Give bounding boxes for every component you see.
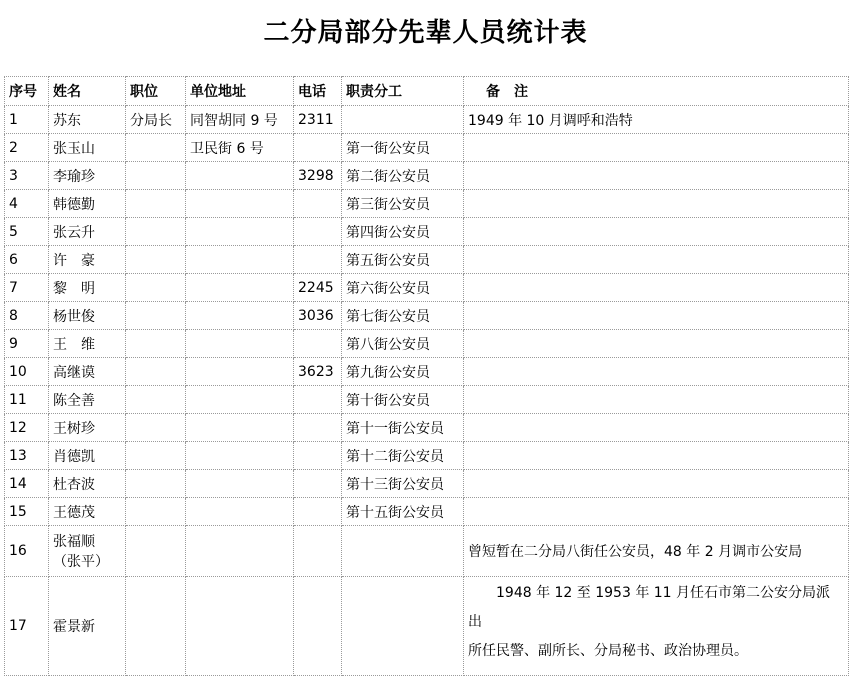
cell-name: 杜杏波	[49, 470, 126, 498]
note-line-2: 所任民警、副所长、分局秘书、政治协理员。	[468, 643, 748, 659]
table-row	[5, 386, 849, 414]
table-row	[5, 218, 849, 246]
cell-name	[49, 526, 126, 577]
cell-address	[186, 274, 294, 302]
table-body	[5, 106, 849, 676]
cell-position	[126, 302, 186, 330]
cell-note	[464, 442, 849, 470]
cell-note	[464, 134, 849, 162]
table-row	[5, 470, 849, 498]
cell-phone	[294, 386, 342, 414]
cell-address	[186, 386, 294, 414]
cell-note: 曾短暂在二分局八街任公安员，48 年 2 月调市公安局	[464, 526, 849, 577]
table-row	[5, 246, 849, 274]
cell-phone	[294, 442, 342, 470]
cell-phone: 3623	[294, 358, 342, 386]
cell-seq: 1	[5, 106, 49, 134]
cell-name: 李瑜珍	[49, 162, 126, 190]
cell-seq: 11	[5, 386, 49, 414]
cell-note	[464, 274, 849, 302]
cell-note	[464, 330, 849, 358]
cell-duty: 第九街公安员	[342, 358, 464, 386]
cell-duty	[342, 577, 464, 676]
cell-seq: 17	[5, 577, 49, 676]
cell-phone	[294, 498, 342, 526]
cell-address: 卫民街 6 号	[186, 134, 294, 162]
cell-note	[464, 470, 849, 498]
cell-note	[464, 577, 849, 676]
table-row	[5, 302, 849, 330]
cell-name: 肖德凯	[49, 442, 126, 470]
cell-seq: 12	[5, 414, 49, 442]
cell-name: 黎 明	[49, 274, 126, 302]
cell-position	[126, 274, 186, 302]
cell-note	[464, 190, 849, 218]
cell-name: 许 豪	[49, 246, 126, 274]
cell-name: 陈全善	[49, 386, 126, 414]
cell-note	[464, 358, 849, 386]
cell-note	[464, 162, 849, 190]
table-row	[5, 414, 849, 442]
cell-position	[126, 162, 186, 190]
cell-seq: 2	[5, 134, 49, 162]
cell-name: 王德茂	[49, 498, 126, 526]
cell-position	[126, 386, 186, 414]
cell-phone	[294, 526, 342, 577]
table-row	[5, 442, 849, 470]
cell-address	[186, 302, 294, 330]
cell-seq: 16	[5, 526, 49, 577]
cell-seq: 10	[5, 358, 49, 386]
cell-duty: 第十二街公安员	[342, 442, 464, 470]
cell-seq: 5	[5, 218, 49, 246]
cell-note	[464, 302, 849, 330]
cell-name: 高继谟	[49, 358, 126, 386]
cell-address: 同智胡同 9 号	[186, 106, 294, 134]
cell-position	[126, 442, 186, 470]
cell-seq: 14	[5, 470, 49, 498]
cell-position	[126, 190, 186, 218]
cell-phone: 3036	[294, 302, 342, 330]
cell-phone	[294, 190, 342, 218]
header-seq: 序号	[5, 77, 49, 106]
cell-position	[126, 218, 186, 246]
cell-phone	[294, 577, 342, 676]
cell-duty	[342, 106, 464, 134]
cell-address	[186, 162, 294, 190]
cell-position	[126, 358, 186, 386]
cell-address	[186, 246, 294, 274]
cell-duty: 第二街公安员	[342, 162, 464, 190]
cell-duty: 第一街公安员	[342, 134, 464, 162]
cell-seq: 4	[5, 190, 49, 218]
cell-name: 王 维	[49, 330, 126, 358]
cell-name: 韩德勤	[49, 190, 126, 218]
table-row	[5, 134, 849, 162]
cell-position	[126, 414, 186, 442]
cell-position: 分局长	[126, 106, 186, 134]
page-title: 二分局部分先辈人员统计表	[263, 18, 588, 48]
cell-seq: 9	[5, 330, 49, 358]
cell-name: 张玉山	[49, 134, 126, 162]
cell-phone	[294, 414, 342, 442]
cell-name: 张云升	[49, 218, 126, 246]
cell-phone	[294, 470, 342, 498]
cell-seq: 6	[5, 246, 49, 274]
cell-seq: 13	[5, 442, 49, 470]
cell-position	[126, 470, 186, 498]
cell-note	[464, 414, 849, 442]
note-line-1: 1948 年 12 至 1953 年 11 月任石市第二公安分局派出	[468, 585, 831, 630]
cell-phone: 2245	[294, 274, 342, 302]
cell-duty: 第十五街公安员	[342, 498, 464, 526]
header-position: 职位	[126, 77, 186, 106]
cell-position	[126, 134, 186, 162]
cell-address	[186, 526, 294, 577]
cell-phone	[294, 218, 342, 246]
table-row	[5, 274, 849, 302]
cell-address	[186, 330, 294, 358]
header-address: 单位地址	[186, 77, 294, 106]
table-row	[5, 330, 849, 358]
header-phone: 电话	[294, 77, 342, 106]
cell-phone: 2311	[294, 106, 342, 134]
cell-position	[126, 577, 186, 676]
cell-seq: 15	[5, 498, 49, 526]
header-duty: 职责分工	[342, 77, 464, 106]
cell-address	[186, 414, 294, 442]
cell-seq: 8	[5, 302, 49, 330]
cell-position	[126, 526, 186, 577]
cell-seq: 3	[5, 162, 49, 190]
cell-duty: 第五街公安员	[342, 246, 464, 274]
cell-duty: 第十三街公安员	[342, 470, 464, 498]
header-name: 姓名	[49, 77, 126, 106]
cell-position	[126, 498, 186, 526]
cell-duty: 第六街公安员	[342, 274, 464, 302]
cell-note	[464, 246, 849, 274]
cell-duty: 第十街公安员	[342, 386, 464, 414]
cell-phone	[294, 330, 342, 358]
cell-duty	[342, 526, 464, 577]
table-row	[5, 190, 849, 218]
cell-address	[186, 358, 294, 386]
cell-phone: 3298	[294, 162, 342, 190]
cell-position	[126, 246, 186, 274]
table-row	[5, 162, 849, 190]
cell-address	[186, 442, 294, 470]
cell-duty: 第十一街公安员	[342, 414, 464, 442]
cell-address	[186, 218, 294, 246]
cell-seq: 7	[5, 274, 49, 302]
personnel-table	[4, 76, 849, 676]
table-row	[5, 106, 849, 134]
cell-phone	[294, 134, 342, 162]
cell-note: 1949 年 10 月调呼和浩特	[464, 106, 849, 134]
table-row	[5, 358, 849, 386]
cell-phone	[294, 246, 342, 274]
cell-name: 霍景新	[49, 577, 126, 676]
table-row	[5, 526, 849, 577]
cell-note	[464, 386, 849, 414]
cell-name: 苏东	[49, 106, 126, 134]
cell-note	[464, 498, 849, 526]
cell-position	[126, 330, 186, 358]
table-row	[5, 577, 849, 676]
table-header-row	[5, 77, 849, 106]
cell-name: 杨世俊	[49, 302, 126, 330]
cell-address	[186, 498, 294, 526]
person-name: 张福顺	[53, 534, 95, 550]
cell-address	[186, 470, 294, 498]
cell-duty: 第四街公安员	[342, 218, 464, 246]
person-alias: （张平）	[53, 554, 109, 570]
cell-note	[464, 218, 849, 246]
table-row	[5, 498, 849, 526]
cell-duty: 第八街公安员	[342, 330, 464, 358]
cell-name: 王树珍	[49, 414, 126, 442]
cell-duty: 第七街公安员	[342, 302, 464, 330]
header-note: 备 注	[464, 77, 849, 106]
cell-address	[186, 190, 294, 218]
cell-duty: 第三街公安员	[342, 190, 464, 218]
cell-address	[186, 577, 294, 676]
